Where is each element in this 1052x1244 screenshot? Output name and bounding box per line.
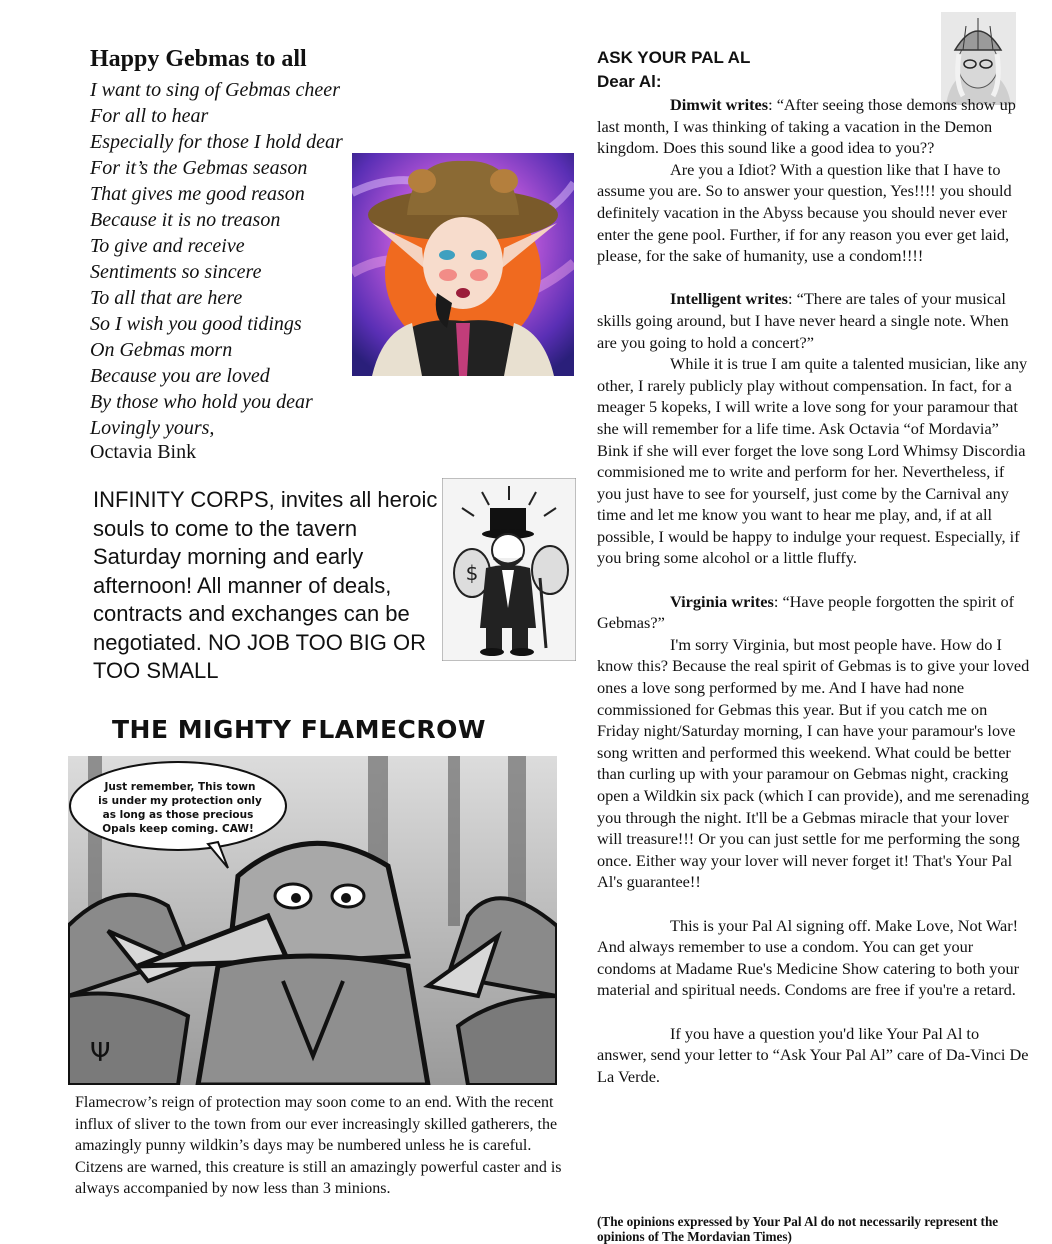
poem-line: To give and receive (90, 235, 245, 257)
poem-line: That gives me good reason (90, 183, 305, 205)
poem-title: Happy Gebmas to all (90, 46, 307, 72)
comic-title: THE MIGHTY FLAMECROW (112, 715, 486, 744)
poem-line: Especially for those I hold dear (90, 131, 343, 153)
poem-line: To all that are here (90, 287, 243, 309)
poem-line: Because it is no treason (90, 209, 281, 231)
question-1 (597, 94, 1030, 159)
column-signoff: This is your Pal Al signing off. Make Love, Not War! And always remember to use a condom. You can get your condoms at Madame Rue's Medicine Show catering to both your material and spiritual needs. Condoms are free if you're a retard. (597, 915, 1020, 1000)
svg-text:Ψ: Ψ (90, 1038, 111, 1068)
answer-3: I'm sorry Virginia, but most people have. How do I know this? Because the real spirit of Gebmas is to give your loved ones a love song performed by me. And I have had none commissioned for Gebmas this year. But if you catch me on Friday night/Saturday morning, I can have your paramour's love song written and performed this weekend. What could be better than curling up with your paramour on Gebmas night, cracking open a Wildkin six pack (which I can provide), and me serenading you through the night. It'll be a Gebmas miracle that your lover will treasure!!! Or you can just settle for me performing the song once. Either way your lover will never forget it! That's Your Pal Al's guarantee!! (597, 634, 1030, 892)
column-title: ASK YOUR PAL AL (597, 48, 751, 67)
flamecrow-caption (75, 1092, 565, 1200)
flamecrow-caption-paragraph: Flamecrow’s reign of protection may soon come to an end. With the recent influx of sliver to the town from our ever increasingly skilled gatherers, the amazingly punny wildkin’s days may be numbered unless he is careful. (75, 1094, 558, 1154)
flamecrow-comic-panel (68, 756, 557, 1085)
poem-line: For it’s the Gebmas season (90, 157, 308, 179)
question-author: Virginia writes (670, 591, 774, 611)
elf-portrait-image (352, 153, 574, 376)
column-contact: If you have a question you'd like Your Pal Al to answer, send your letter to “Ask Your Pal Al” care of Da-Vinci De La Verde. (597, 1023, 1029, 1086)
poem-line: For all to hear (90, 105, 209, 127)
poem-line: Because you are loved (90, 365, 270, 387)
column-disclaimer: (The opinions expressed by Your Pal Al do not necessarily represent the opinions of The Mordavian Times) (597, 1214, 999, 1244)
poem-body (90, 77, 343, 441)
question-author: Dimwit writes (670, 95, 769, 114)
column-greeting: Dear Al: (597, 72, 662, 91)
poem-line: So I wish you good tidings (90, 313, 302, 335)
speech-line: Opals keep coming. CAW! (102, 823, 254, 835)
poem-line: Sentiments so sincere (90, 261, 262, 283)
poem-line: On Gebmas morn (90, 339, 233, 361)
question-2 (597, 288, 1030, 353)
tycoon-illustration (442, 478, 576, 661)
speech-line: is under my protection only (98, 795, 262, 807)
question-text: : “Have people forgotten the spirit of Gebmas?” (597, 591, 1015, 633)
poem-signature: Octavia Bink (90, 441, 197, 463)
speech-line: Just remember, This town (104, 781, 256, 793)
answer-2: While it is true I am quite a talented musician, like any other, I rarely publicly play without compensation. In fact, for a meager 5 kopeks, I will write a love song for your paramour that she will remember for a life time. Ask Octavia “of Mordavia” Bink if she will ever forget the love song Lord Whimsy Discordia commisioned me to write and perform for her. Nevertheless, if you just have to see for yourself, just come by the Carnival any time and let me know you want to hear me play, and, if at all possible, I would be happy to indulge your request. Especially, if you bring some alcohol or a little fluffy. (597, 354, 1028, 568)
question-text: : “After seeing those demons show up last month, I was thinking of taking a vacation in the Demon kingdom. Does this sound like a good idea to you?? (597, 95, 1016, 158)
infinity-corps-ad: INFINITY CORPS, invites all heroic souls to come to the tavern Saturday morning and early afternoon! All manner of deals, contracts and exchanges can be negotiated. NO JOB TOO BIG OR TOO SMALL (93, 487, 438, 683)
pal-al-photo (941, 12, 1016, 105)
question-text: : “There are tales of your musical skills going around, but I have never heard a single note. When are you going to hold a concert?” (597, 289, 1009, 352)
question-3 (597, 591, 1030, 634)
speech-line: as long as those precious (102, 809, 254, 821)
poem-line: Lovingly yours, (90, 417, 215, 439)
poem-line: By those who hold you dear (90, 391, 313, 413)
column-body (597, 94, 1030, 1087)
poem-line: I want to sing of Gebmas cheer (90, 79, 340, 101)
question-author: Intelligent writes (670, 289, 789, 309)
answer-1: Are you a Idiot? With a question like that I have to assume you are. So to answer your question, Yes!!!! you should definitely vacation in the Abyss because you should never ever enter the gene pool. Further, if for any reason you ever get laid, please, for the sake of humanity, use a condom!!!! (597, 159, 1012, 266)
svg-text:$: $ (465, 561, 479, 585)
flamecrow-caption-warning: Citzens are warned, this creature is still an amazingly powerful caster and is always accompanied by now less than 3 minions. (75, 1158, 562, 1197)
